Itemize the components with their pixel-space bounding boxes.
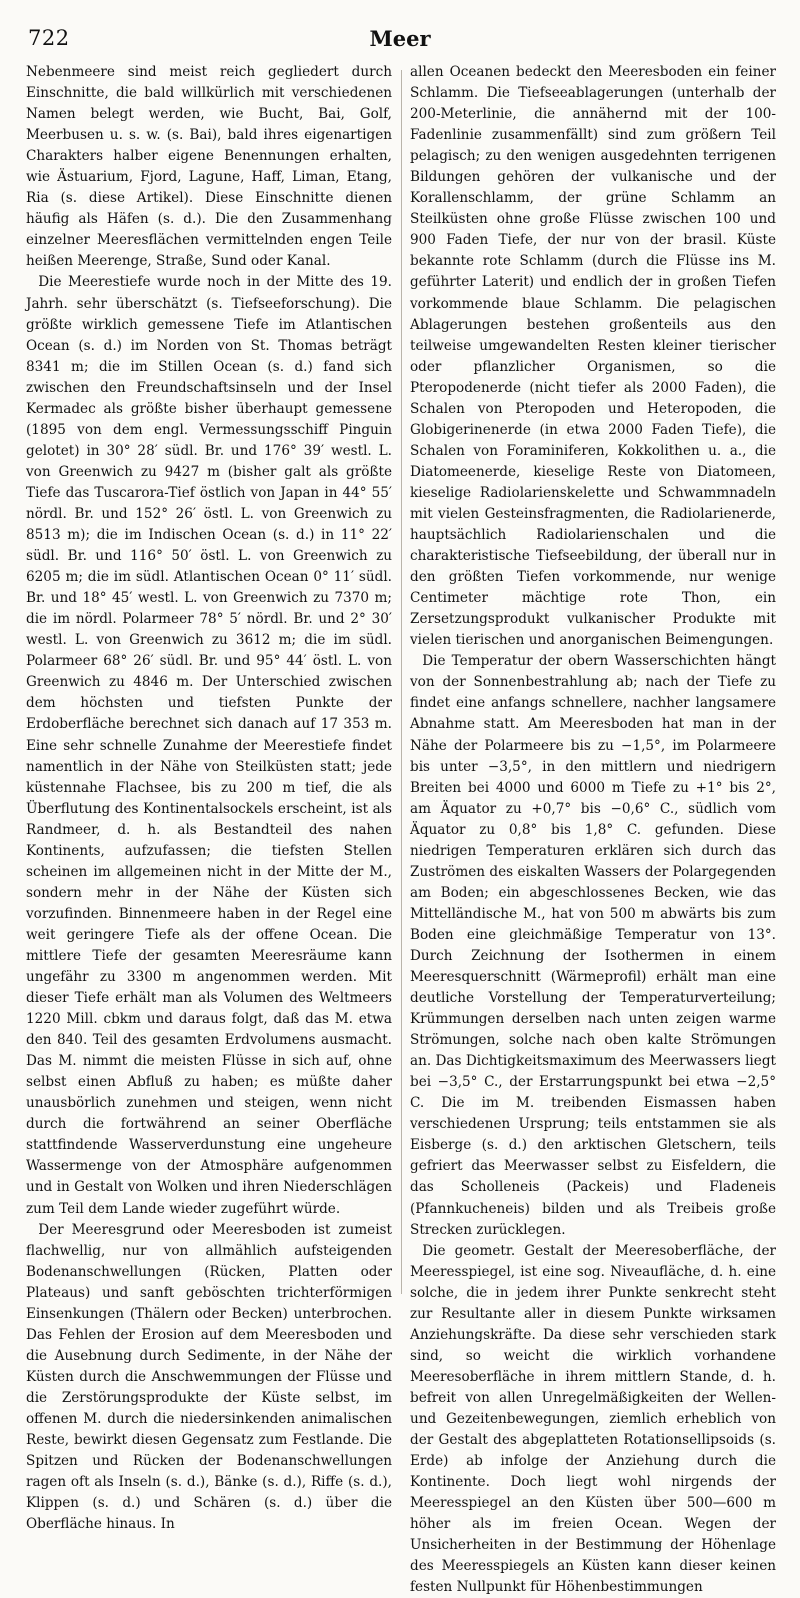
page-number: 722 <box>28 26 70 50</box>
paragraph: Die Meerestiefe wurde noch in der Mitte des 19. Jahrh. sehr überschätzt (s. Tiefseeforschung). Die größte wirklich gemessene Tiefe im Atlantischen Ocean (s. d.) im Norden von St. Thomas beträgt 8341 m; die im Stillen Ocean (s. d.) fand sich zwischen den Freundschaftsinseln und der Insel Kermadec als größte bisher überhaupt gemessene (1895 von dem engl. Vermessungsschiff Pinguin gelotet) in 30° 28′ südl. Br. und 176° 39′ westl. L. von Greenwich zu 9427 m (bisher galt als größte Tiefe das Tuscarora-Tief östlich von Japan in 44° 55′ nördl. Br. und 152° 26′ östl. L. von Greenwich zu 8513 m); die im Indischen Ocean (s. d.) in 11° 22′ südl. Br. und 116° 50′ östl. L. von Greenwich zu 6205 m; die im südl. Atlantischen Ocean 0° 11′ südl. Br. und 18° 45′ westl. L. von Greenwich zu 7370 m; die im nördl. Polarmeer 78° 5′ nördl. Br. und 2° 30′ westl. L. von Greenwich zu 3612 m; die im südl. Polarmeer 68° 26′ südl. Br. und 95° 44′ östl. L. von Greenwich zu 4846 m. Der Unterschied zwischen dem höchsten und tiefsten Punkte der Erdoberfläche berechnet sich danach auf 17 353 m. Eine sehr schnelle Zunahme der Meerestiefe findet namentlich in der Nähe von Steilküsten statt; jede küstennahe Flachsee, bis zu 200 m tief, die als Überflutung des Kontinentalsockels erscheint, ist als Randmeer, d. h. als Bestandteil des nahen Kontinents, aufzufassen; die tiefsten Stellen scheinen im allgemeinen nicht in der Mitte der M., sondern mehr in der Nähe der Küsten sich vorzufinden. Binnenmeere haben in der Regel eine weit geringere Tiefe als der offene Ocean. Die mittlere Tiefe der gesamten Meeresräume kann ungefähr zu 3300 m angenommen werden. Mit dieser Tiefe erhält man als Volumen des Weltmeers 1220 Mill. cbkm und daraus folgt, daß das M. etwa den 840. Teil des gesamten Erdvolumens ausmacht. Das M. nimmt die meisten Flüsse in sich auf, ohne selbst einen Abfluß zu haben; es müßte daher unausbörlich zunehmen und steigen, wenn nicht durch die fortwährend an seiner Oberfläche stattfindende Wasserverdunstung eine ungeheure Wassermenge von der Atmosphäre aufgenommen und in Gestalt von Wolken und ihren Niederschlägen zum Teil dem Lande wieder zugeführt würde. <box>26 274 392 1217</box>
page-header <box>28 26 772 56</box>
running-head: Meer <box>369 26 431 51</box>
left-column <box>26 62 392 1533</box>
text-columns <box>26 62 776 1596</box>
paragraph: allen Oceanen bedeckt den Meeresboden ein feiner Schlamm. Die Tiefseeablagerungen (unterhalb der 200-Meterlinie, die annähernd mit der 100-Fadenlinie zusammenfällt) sind zum größern Teil pelagisch; zu den wenigen ausgedehnten terrigenen Bildungen gehören der vulkanische und der Korallenschlamm, der grüne Schlamm an Steilküsten ohne große Flüsse zwischen 100 und 900 Faden Tiefe, der nur von der brasil. Küste bekannte rote Schlamm (durch die Flüsse ins M. geführter Laterit) und endlich der in großen Tiefen vorkommende blaue Schlamm. Die pelagischen Ablagerungen bestehen großenteils aus den teilweise umgewandelten Resten kleiner tierischer oder pflanzlicher Organismen, so die Pteropodenerde (nicht tiefer als 2000 Faden), die Schalen von Pteropoden und Heteropoden, die Globigerinenerde (in etwa 2000 Faden Tiefe), die Schalen von Foraminiferen, Kokkolithen u. a., die Diatomeenerde, kieselige Reste von Diatomeen, kieselige Radiolarienskelette und Schwammnadeln mit vielen Gesteinsfragmenten, die Radiolarienerde, hauptsächlich Radiolarienschalen und die charakteristische Tiefseebildung, der überall nur in den größten Tiefen vorkommende, nur wenige Centimeter mächtige rote Thon, ein Zersetzungsprodukt vulkanischer Produkte mit vielen tierischen und anorganischen Beimengungen. <box>410 64 776 649</box>
paragraph: Die Temperatur der obern Wasserschichten hängt von der Sonnenbestrahlung ab; nach der Tiefe zu findet eine anfangs schnellere, nachher langsamere Abnahme statt. Am Meeresboden hat man in der Nähe der Polarmeere bis zu −1,5°, im Polarmeere bis unter −3,5°, in den mittlern und niedrigern Breiten bei 4000 und 6000 m Tiefe zu +1° bis 2°, am Äquator zu +0,7° bis −0,6° C., südlich vom Äquator zu 0,8° bis 1,8° C. gefunden. Diese niedrigen Temperaturen erklären sich durch das Zuströmen des eiskalten Wassers der Polargegenden am Boden; ein abgeschlossenes Becken, wie das Mittelländische M., hat von 500 m abwärts bis zum Boden eine gleichmäßige Temperatur von 13°. Durch Zeichnung der Isothermen in einem Meeresquerschnitt (Wärmeprofil) erhält man eine deutliche Vorstellung der Temperaturverteilung; Krümmungen derselben nach unten zeigen warme Strömungen, solche nach oben kalte Strömungen an. Das Dichtigkeitsmaximum des Meerwassers liegt bei −3,5° C., der Erstarrungspunkt bei etwa −2,5° C. Die im M. treibenden Eismassen haben verschiedenen Ursprung; teils entstammen sie als Eisberge (s. d.) den arktischen Gletschern, teils gefriert das Meerwasser selbst zu Eisfeldern, die das Scholleneis (Packeis) und Fladeneis (Pfannkucheneis) bilden und als Treibeis große Strecken zurücklegen. <box>410 653 776 1238</box>
paragraph: Die geometr. Gestalt der Meeresoberfläche, der Meeresspiegel, ist eine sog. Niveaufläche, d. h. eine solche, die in jedem ihrer Punkte senkrecht steht zur Resultante aller in diesem Punkte wirksamen Anziehungskräfte. Da diese sehr verschieden stark sind, so weicht die wirklich vorhandene Meeresoberfläche in ihrem mittlern Stande, d. h. befreit von allen Unregelmäßigkeiten der Wellen- und Gezeitenbewegungen, ziemlich erheblich von der Gestalt des abgeplatteten Rotationsellipsoids (s. Erde) ab infolge der Anziehung durch die Kontinente. Doch liegt wohl nirgends der Meeresspiegel an den Küsten über 500—600 m höher als im freien Ocean. Wegen der Unsicherheiten in der Bestimmung der Höhenlage des Meeresspiegels an Küsten kann dieser keinen festen Nullpunkt für Höhenbestimmungen <box>410 1242 776 1596</box>
paragraph: Der Meeresgrund oder Meeresboden ist zumeist flachwellig, nur von allmählich aufsteigenden Bodenanschwellungen (Rücken, Platten oder Plateaus) und sanft geböschten trichterförmigen Einsenkungen (Thälern oder Becken) unterbrochen. Das Fehlen der Erosion auf dem Meeresboden und die Ausebnung durch Sedimente, in der Nähe der Küsten durch die Anschwemmungen der Flüsse und die Zerstörungsprodukte der Küste selbst, im offenen M. durch die niedersinkenden animalischen Reste, bewirkt diesen Gegensatz zum Festlande. Die Spitzen und Rücken der Bodenanschwellungen ragen oft als Inseln (s. d.), Bänke (s. d.), Riffe (s. d.), Klippen (s. d.) und Schären (s. d.) über die Oberfläche hinaus. In <box>26 1221 392 1533</box>
right-column <box>410 62 776 1596</box>
paragraph: Nebenmeere sind meist reich gegliedert durch Einschnitte, die bald willkürlich mit verschiedenen Namen belegt werden, wie Bucht, Bai, Golf, Meerbusen u. s. w. (s. Bai), bald ihres eigenartigen Charakters halber eigene Benennungen erhalten, wie Ästuarium, Fjord, Lagune, Haff, Liman, Etang, Ria (s. diese Artikel). Diese Einschnitte dienen häufig als Häfen (s. d.). Die den Zusammenhang einzelner Meeresflächen vermittelnden engen Teile heißen Meerenge, Straße, Sund oder Kanal. <box>26 64 392 270</box>
column-divider <box>401 70 402 1294</box>
